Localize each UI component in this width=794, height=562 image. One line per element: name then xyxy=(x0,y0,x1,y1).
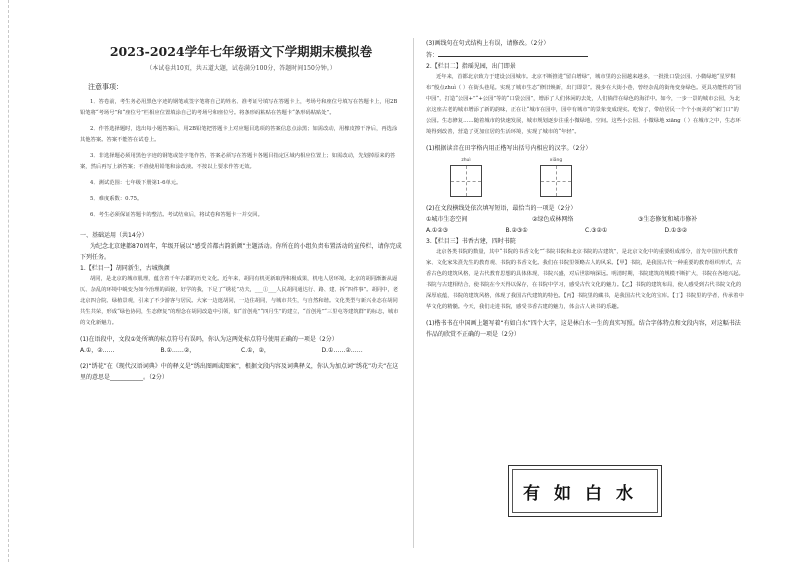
option-d[interactable]: D.①③② xyxy=(664,227,688,234)
task2-passage: 近年来，首都北京致力于建设公园城市。北京不断推进“留白增绿”，城市里的公园越来越多，一批批口袋公园、小微绿地“星罗棋布”般点zhuì（ ）在街头巷尾。实现了城市生态“修旧焕新，出门即景”。漫步在大街小巷，曾经杂乱的街角变身绿色。更具功能性的“园中园”，打造“公园+”“+公园”等的“口袋公园”，增添了人们休闲的去处，人们徜徉在绿色的海洋中。如今，一步一景的城市公园，为北京这座古老的城市增添了新的韵味，正在让“城市在园中，园中有城市”的景象变成现实。吃惊了，带给居民一个个小而美的“家门口”的公园。生态修复……随着城市的快速发展，城市规划逐步注重小微绿地，空间。这些小公园、小微绿地 xiānɡ（ ）在城市之中，生态环境得到改善，营造了更加宜居的生活环境，实现了城市的“年轻”。 xyxy=(426,74,742,135)
question-1-options xyxy=(80,345,402,356)
phrase-3: ③生态修复和城市修补 xyxy=(638,216,698,223)
question-1: (1)在语段中，文段①处所填的标点符号有误吗，你认为这两处标点符号使用正确的一项是（2分） xyxy=(80,336,338,343)
grid-item-1 xyxy=(450,158,482,197)
column-divider xyxy=(413,38,414,548)
page-title: 2023-2024学年七年级语文下学期期末模拟卷 xyxy=(109,44,373,59)
section-intro: 为纪念北京建都870周年，年级开展以“感受首都古韵新颜”主题活动。你所在的小组负责布置活动的宣传栏，请你完成下列任务。 xyxy=(80,243,402,261)
option-b[interactable]: B.①……②， xyxy=(160,347,196,354)
page-subtitle: （本试卷共10页，共五道大题，试卷满分100分，答题时间150分钟。） xyxy=(146,65,336,72)
answer-blank[interactable] xyxy=(438,49,588,57)
question-5-phrases xyxy=(426,214,744,225)
option-d[interactable]: D.①……②…… xyxy=(321,347,363,354)
notice-item-4: 4．测试范围：七年级下册第1-6单元。 xyxy=(90,180,182,186)
binding-margin-line xyxy=(8,0,10,562)
notice-item-3: 3．非选择题必须用黑色字迹的钢笔或签字笔作答，答案必须写在答题卡各题目指定区域内相应位置上；如需改动，先划掉原来的答案，然后再写上新答案；不准使用铅笔和涂改液。不按以上要求作答无效。 xyxy=(80,153,396,170)
calligraphy-inner-frame xyxy=(512,469,658,513)
calligraphy-text: 有如白水 xyxy=(523,483,647,504)
left-column xyxy=(80,34,402,383)
question-2: (2)“绣花”在《现代汉语词典》中的释义是“绣出图画或图案”，根据文段内容及词典释义，你认为加点词“绣花”功夫“在这里的意思是___________。（2分） xyxy=(80,363,399,381)
answer-label: 答： xyxy=(426,52,439,59)
question-4: (1)根据读音在田字格内用正楷写出括号内相应的汉字。（2分） xyxy=(426,145,592,152)
phrase-1: ①城市生态空间 xyxy=(426,216,468,223)
calligraphy-artwork xyxy=(508,465,662,517)
pinyin-label: xiānɡ xyxy=(549,158,563,163)
section-heading: 一、基础运用（共14分） xyxy=(80,232,148,239)
phrase-2: ②绿色成林网络 xyxy=(532,216,574,223)
option-c[interactable]: C.①，②， xyxy=(241,347,270,354)
notice-item-5: 5．难度系数：0.75。 xyxy=(90,196,143,202)
question-6: (1)楷书书在中国画上题写着“有如白水”四个大字，这是林白水一生的真实写照。结合字体特点和文段内容，对这幅书法作品的欣赏不正确的一项是（2分） xyxy=(426,320,741,338)
notice-item-2: 2．作答选择题时，选出每小题答案后，用2B铅笔把答题卡上对应题目选项的答案信息点涂黑；如需改动，用橡皮擦干净后，再选涂其他答案。答案不能答在试卷上。 xyxy=(80,126,398,143)
task3-heading: 3.【栏目三】书香古建，四时书院 xyxy=(426,238,516,245)
notice-item-6: 6．考生必须保证答题卡的整洁。考试结束后，将试卷和答题卡一并交回。 xyxy=(90,212,263,218)
task3-passage: 北京各类书院的数量，其中“书院的书香文化”“书院书院和北京书院的古建筑”，是北京文化中的重要组成部分，首先中国历代教育家、文化家朱熹先生的教育观、书院的书香文化。我们在书院里领略古人的风采。【甲】书院，是我国古代一种重要的教育组织形式，古香古色的建筑风格，是古代教育思想的具体体现，书院兴盛，对后世影响深远。明清时期，书院建筑的规模不断扩大，书院在各地兴起。书院与古建相结合，使书院在今天得以保存，在书院中学习，感受古代文化的魅力。【乙】书院的建筑布局，使人感受到古代书院文化的深厚底蕴，书院的建筑风格，体现了我国古代建筑的特色。【丙】书院里的藏书，是我国古代文化的宝库。【丁】书院里的学者，传承着中华文化的精髓。今天，我们走进书院，感受书香古建的魅力，体会古人读书的乐趣。 xyxy=(426,249,744,310)
task1-passage: 胡同，是北京的城市肌理，蕴含着千年古都的历史文化。近年来，胡同有机更新取得积极成果，机电人居环境。北京的胡同渐渐从逼仄、杂乱的环境中蜕变为如今治理的面貌，好学的我，下足了“绣花”功夫，___①___人民胡同通达行、路、建、拆“四件事”。胡同中，老北京四合院、绿植景观，引来了不少游客与居民。大家一边逛胡同，一边住胡同，与城市共生，与自然和谐。文化类型与新兴业态在胡同共生共荣，形成“绿色协同，生态修复”的理念在胡同改造中引领，如“首创苑”“四月生”的建立，“首创苑”“三里屯等建筑群”的标志，城市的文化新魅力。 xyxy=(80,276,399,326)
pinyin-label: zhuì xyxy=(461,158,471,163)
grid-item-2 xyxy=(540,158,572,197)
option-a[interactable]: A.①，②…… xyxy=(80,347,115,354)
tianzige-box[interactable] xyxy=(450,165,482,197)
option-b[interactable]: B.②③① xyxy=(505,227,528,234)
notice-item-1: 1．答卷前，考生务必用黑色字迹的钢笔或签字笔将自己的姓名、准考证号填写在答题卡上，考场号和座位号填写在答题卡上，用2B铅笔将“考场号”和“座位号”栏相应位置填涂自己的考场号和座位号。将条形码粘贴在答题卡“条形码粘贴处”。 xyxy=(80,99,398,116)
task1-heading: 1.【栏目一】胡同新生，古城焕颜 xyxy=(80,265,170,272)
option-c[interactable]: C.③②① xyxy=(585,227,608,234)
question-5-options xyxy=(426,225,744,236)
writing-grids xyxy=(450,158,744,197)
option-a[interactable]: A.①②③ xyxy=(426,227,449,234)
question-3: (3)画线句在句式结构上有误，请修改。（2分） xyxy=(426,40,550,47)
task2-heading: 2.【栏目二】指瑶见园，出门即景 xyxy=(426,63,516,70)
answer-line[interactable] xyxy=(426,49,744,61)
question-5: (2)在文段横线处依次填写短语，最恰当的一项是（2分） xyxy=(426,205,577,212)
tianzige-box[interactable] xyxy=(540,165,572,197)
notice-heading: 注意事项： xyxy=(88,83,123,91)
right-column xyxy=(426,38,744,340)
